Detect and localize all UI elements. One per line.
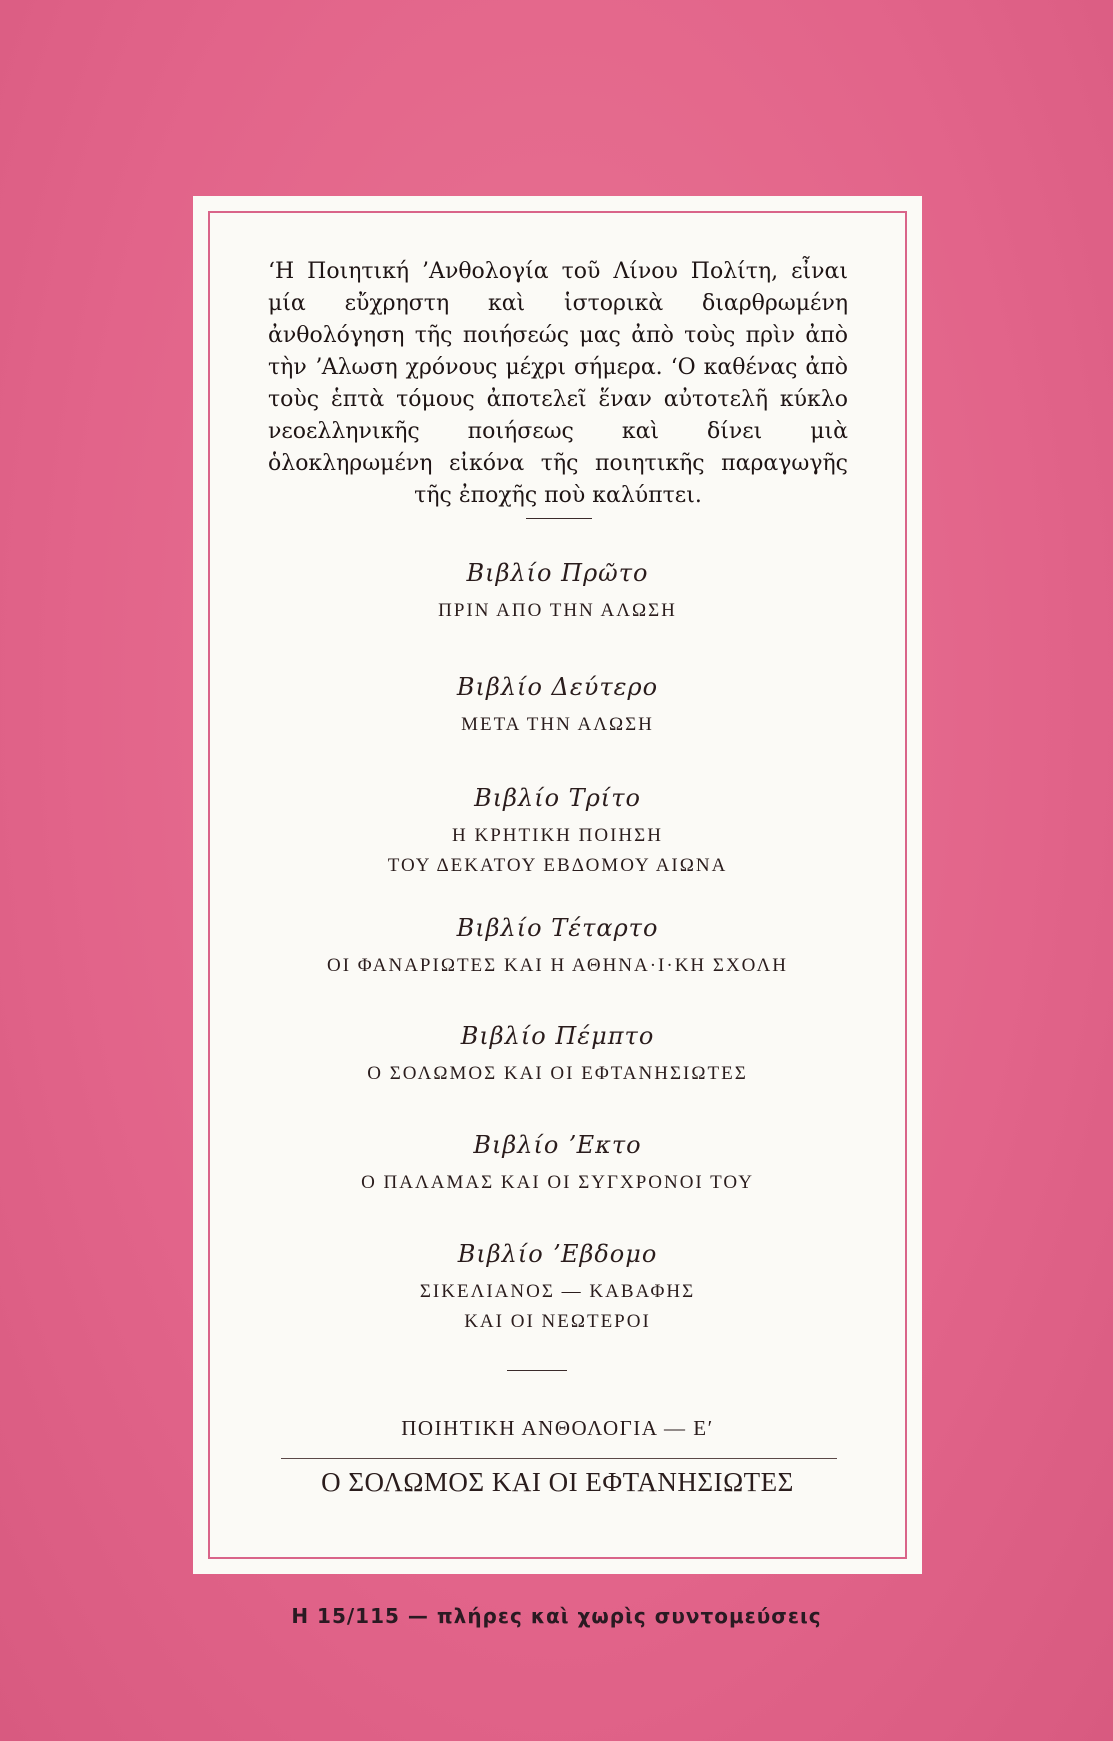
book-4	[193, 913, 922, 981]
footer-note: Η 15/115 — πλήρες καὶ χωρὶς συντομεύσεις	[291, 1604, 822, 1628]
divider-bottom	[507, 1370, 567, 1371]
book-heading: Βιβλίο Τρίτο	[474, 784, 641, 812]
book-1	[193, 558, 922, 626]
book-heading: Βιβλίο ʼΕβδομο	[457, 1240, 658, 1268]
book-heading: Βιβλίο Πέμπτο	[460, 1022, 655, 1050]
series-line: ΠΟΙΗΤΙΚΗ ΑΝΘΟΛΟΓΙΑ — Ε′	[401, 1416, 714, 1440]
book-heading: Βιβλίο Πρῶτο	[466, 559, 649, 587]
book-title: Ο ΣΟΛΩΜΟΣ ΚΑΙ ΟΙ ΕΦΤΑΝΗΣΙΩΤΕΣ	[367, 1063, 748, 1084]
book-title: Η ΚΡΗΤΙΚΗ ΠΟΙΗΣΗ	[452, 825, 663, 846]
series-rule	[281, 1458, 837, 1459]
book-heading: Βιβλίο Δεύτερο	[456, 673, 659, 701]
volume-title: Ο ΣΟΛΩΜΟΣ ΚΑΙ ΟΙ ΕΦΤΑΝΗΣΙΩΤΕΣ	[321, 1467, 794, 1497]
info-panel	[193, 196, 922, 1574]
book-3	[193, 783, 922, 881]
book-title: ΠΡΙΝ ΑΠΟ ΤΗΝ ΑΛΩΣΗ	[438, 600, 677, 621]
divider-top	[526, 518, 592, 519]
book-title: ΜΕΤΑ ΤΗΝ ΑΛΩΣΗ	[461, 714, 654, 735]
book-title: ΤΟΥ ΔΕΚΑΤΟΥ ΕΒΔΟΜΟΥ ΑΙΩΝΑ	[387, 855, 728, 876]
intro-text: ‘Η Ποιητική ’Ανθολογία τοῦ Λίνου Πολίτη, εἶναι μία εὔχρηστη καὶ ἱστορικὰ διαρθρωμένη ἀνθολόγηση τῆς ποιήσεώς μας ἀπὸ τοὺς πρὶν ἀπὸ τὴν ʼΑλωση χρόνους μέχρι σήμερα. ‘Ο καθένας ἀπὸ τοὺς ἑπτὰ τόμους ἀποτελεῖ ἕναν αὐτοτελῆ κύκλο νεοελληνικῆς ποιήσεως καὶ δίνει μιὰ ὁλοκληρωμένη εἰκόνα τῆς ποιητικῆς παραγωγῆς τῆς ἐποχῆς ποὺ καλύπτει.	[268, 259, 848, 508]
book-title: Ο ΠΑΛΑΜΑΣ ΚΑΙ ΟΙ ΣΥΓΧΡΟΝΟΙ ΤΟΥ	[361, 1172, 754, 1193]
book-heading: Βιβλίο Τέταρτο	[456, 914, 659, 942]
book-7	[193, 1239, 922, 1337]
book-heading: Βιβλίο ʼΕκτο	[473, 1131, 642, 1159]
panel-content	[193, 196, 922, 1574]
book-6	[193, 1130, 922, 1198]
book-title: ΚΑΙ ΟΙ ΝΕΩΤΕΡΟΙ	[464, 1311, 651, 1332]
book-title: ΣΙΚΕΛΙΑΝΟΣ — ΚΑΒΑΦΗΣ	[419, 1281, 696, 1302]
book-2	[193, 672, 922, 740]
book-5	[193, 1021, 922, 1089]
book-title: ΟΙ ΦΑΝΑΡΙΩΤΕΣ ΚΑΙ Η ΑΘΗΝΑ·Ι·ΚΗ ΣΧΟΛΗ	[326, 955, 788, 976]
